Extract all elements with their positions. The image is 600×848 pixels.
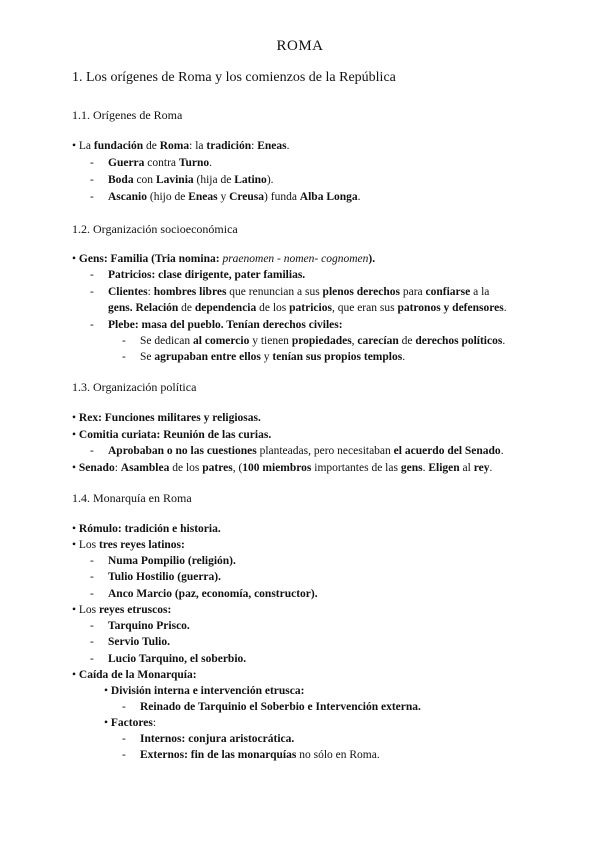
text-run: Factores: [110, 717, 153, 729]
text-run: y: [260, 351, 273, 363]
text-run: tradición: [206, 140, 252, 152]
list-item-externos: [122, 748, 380, 762]
list-item-division: [104, 684, 304, 698]
text-run: , que eran sus: [331, 302, 398, 314]
dash-glyph: -: [90, 588, 94, 600]
text-run: .: [489, 462, 493, 474]
bullet-glyph: •: [72, 429, 77, 441]
text-run: con: [133, 174, 156, 186]
subsection-heading-1-3: 1.3. Organización política: [72, 380, 197, 394]
text-run: y: [217, 191, 230, 203]
text-run: carecían: [357, 335, 399, 347]
bullet-glyph: •: [104, 717, 109, 729]
bullet-glyph: •: [72, 669, 77, 681]
text-run: dependencia: [194, 302, 257, 314]
text-run: , (: [232, 462, 243, 474]
subsection-heading-1-4: 1.4. Monarquía en Roma: [72, 491, 192, 505]
dash-glyph: -: [122, 335, 126, 347]
list-item-ascanio: [90, 190, 361, 204]
text-run: patres: [202, 462, 233, 474]
text-run: Clientes: [108, 286, 148, 298]
list-item-reyes-etruscos: [72, 603, 171, 617]
list-item-comitia: [72, 428, 271, 442]
text-run: Internos: conjura aristocrática.: [140, 733, 295, 745]
text-run: al: [459, 462, 474, 474]
bullet-glyph: •: [104, 685, 109, 697]
text-run: (hija de: [193, 174, 235, 186]
list-item-reyes-latinos: [72, 538, 185, 552]
text-run: Eneas: [188, 191, 218, 203]
document-title: ROMA: [276, 38, 324, 54]
text-run: 100 miembros: [242, 462, 312, 474]
text-run: patricios: [289, 302, 332, 314]
text-run: :: [114, 462, 121, 474]
text-run: de: [178, 302, 195, 314]
text-run: Turno: [178, 157, 210, 169]
list-item-plebe-comercio: [122, 334, 506, 348]
bullet-glyph: •: [72, 539, 77, 551]
text-run: el acuerdo del Senado: [393, 445, 501, 457]
text-run: Eligen: [428, 462, 460, 474]
dash-glyph: -: [90, 555, 94, 567]
list-item-boda: [90, 173, 274, 187]
text-run: Caída de la Monarquía:: [78, 669, 197, 681]
text-run: contra: [144, 157, 179, 169]
text-run: Relación: [135, 302, 179, 314]
text-run: Alba Longa: [299, 191, 358, 203]
text-run: a la: [470, 286, 490, 298]
list-item-clientes-cont: [108, 301, 507, 315]
text-run: Los: [78, 604, 100, 616]
dash-glyph: -: [90, 191, 94, 203]
text-run: Rómulo: tradición e historia.: [78, 523, 221, 535]
text-run: Gens: Familia (Tria nomina:: [78, 253, 223, 265]
text-run: .: [286, 140, 290, 152]
text-run: praenomen - nomen- cognomen: [222, 253, 369, 265]
text-run: ).: [368, 253, 376, 265]
text-run: .: [502, 335, 506, 347]
text-run: al comercio: [193, 335, 250, 347]
text-run: Latino: [234, 174, 267, 186]
text-run: gens.: [108, 302, 133, 314]
list-item-anco: [90, 587, 318, 601]
list-item-internos: [122, 732, 295, 746]
text-run: Lucio Tarquino, el soberbio.: [108, 653, 247, 665]
text-run: ) funda: [264, 191, 300, 203]
dash-glyph: -: [122, 701, 126, 713]
dash-glyph: -: [90, 653, 94, 665]
text-run: y tienen: [249, 335, 292, 347]
dash-glyph: -: [90, 269, 94, 281]
text-run: de los: [169, 462, 203, 474]
text-run: tres reyes latinos:: [99, 539, 185, 551]
list-item-romulo: [72, 522, 221, 536]
dash-glyph: -: [90, 174, 94, 186]
text-run: Boda: [108, 174, 134, 186]
text-run: (hijo de: [146, 191, 189, 203]
text-run: Los: [78, 539, 100, 551]
text-run: de: [398, 335, 416, 347]
list-item-clientes: [90, 285, 490, 299]
bullet-glyph: •: [72, 140, 77, 152]
bullet-glyph: •: [72, 604, 77, 616]
text-run: fundación: [93, 140, 144, 152]
dash-glyph: -: [90, 157, 94, 169]
list-item-plebe: [90, 318, 343, 332]
text-run: .: [357, 191, 361, 203]
text-run: :: [251, 140, 258, 152]
text-run: Comitia curiata: Reunión de las curias.: [78, 429, 272, 441]
list-item-senado: [72, 461, 492, 475]
dash-glyph: -: [90, 319, 94, 331]
text-run: .: [422, 462, 429, 474]
dash-glyph: -: [90, 445, 94, 457]
dash-glyph: -: [122, 733, 126, 745]
text-run: Ascanio: [108, 191, 147, 203]
text-run: agrupaban entre ellos: [154, 351, 261, 363]
text-run: Rex: Funciones militares y religiosas.: [78, 412, 261, 424]
subsection-heading-1-1: 1.1. Orígenes de Roma: [72, 108, 183, 122]
text-run: Guerra: [108, 157, 145, 169]
bullet-glyph: •: [72, 412, 77, 424]
text-run: confiarse: [425, 286, 471, 298]
subsection-heading-1-2: 1.2. Organización socioeconómica: [72, 222, 238, 236]
text-run: ).: [266, 174, 274, 186]
text-run: Aprobaban o no las cuestiones: [108, 445, 257, 457]
list-item-tulio: [90, 570, 221, 584]
text-run: derechos políticos: [415, 335, 503, 347]
text-run: planteadas, pero necesitaban: [256, 445, 394, 457]
text-run: Creusa: [229, 191, 265, 203]
list-item-gens: [72, 252, 375, 266]
text-run: : clase dirigente, pater familias.: [151, 269, 306, 281]
text-run: Numa Pompilio (religión).: [108, 555, 236, 567]
text-run: no sólo en Roma.: [296, 749, 380, 761]
text-run: Tulio Hostilio (guerra).: [108, 571, 221, 583]
list-item-numa: [90, 554, 236, 568]
text-run: reyes etruscos:: [99, 604, 172, 616]
list-item-lucio: [90, 652, 247, 666]
list-item-reinado: [122, 700, 421, 714]
text-run: .: [500, 445, 504, 457]
text-run: Eneas: [257, 140, 287, 152]
text-run: Se: [140, 351, 155, 363]
text-run: Senado: [78, 462, 115, 474]
text-run: hombres libres: [153, 286, 227, 298]
list-item-factores: [104, 716, 156, 730]
list-item-guerra: [90, 156, 213, 170]
bullet-glyph: •: [72, 523, 77, 535]
list-item-tarquino-prisco: [90, 619, 190, 633]
text-run: plenos derechos: [322, 286, 400, 298]
text-run: Servio Tulio.: [108, 636, 170, 648]
text-run: Externos: fin de las monarquías: [140, 749, 297, 761]
text-run: propiedades: [291, 335, 352, 347]
text-run: :: [152, 717, 157, 729]
text-run: Plebe: masa del pueblo. Tenían derechos civiles:: [108, 319, 343, 331]
dash-glyph: -: [122, 749, 126, 761]
text-run: División interna e intervención etrusca:: [110, 685, 305, 697]
dash-glyph: -: [90, 286, 94, 298]
text-run: de los: [256, 302, 290, 314]
text-run: .: [402, 351, 406, 363]
text-run: Anco Marcio (paz, economía, constructor).: [108, 588, 318, 600]
text-run: patronos y defensores: [397, 302, 504, 314]
text-run: :: [147, 286, 154, 298]
text-run: importantes de las: [311, 462, 401, 474]
section-heading-1: 1. Los orígenes de Roma y los comienzos de la República: [72, 70, 396, 85]
dash-glyph: -: [90, 620, 94, 632]
text-run: .: [209, 157, 213, 169]
text-run: gens: [400, 462, 423, 474]
text-run: que renuncian a sus: [226, 286, 323, 298]
text-run: La: [78, 140, 94, 152]
text-run: Reinado de Tarquinio el Soberbio e Intervención externa.: [140, 701, 421, 713]
text-run: para: [399, 286, 426, 298]
text-run: tenían sus propios templos: [272, 351, 403, 363]
text-run: Lavinia: [155, 174, 194, 186]
list-item-servio: [90, 635, 170, 649]
dash-glyph: -: [90, 636, 94, 648]
list-item-rex: [72, 411, 261, 425]
list-item-aprobaban: [90, 444, 504, 458]
list-item-caida: [72, 668, 197, 682]
text-run: Se dedican: [140, 335, 194, 347]
bullet-glyph: •: [72, 462, 77, 474]
text-run: rey: [473, 462, 490, 474]
list-item-patricios: [90, 268, 306, 282]
text-run: ,: [351, 335, 358, 347]
dash-glyph: -: [122, 351, 126, 363]
text-run: : la: [189, 140, 207, 152]
list-item-plebe-templos: [122, 350, 406, 364]
text-run: Patricios: [108, 269, 152, 281]
text-run: .: [503, 302, 507, 314]
text-run: Asamblea: [120, 462, 170, 474]
bullet-glyph: •: [72, 253, 77, 265]
text-run: Roma: [159, 140, 190, 152]
list-item-fundacion: [72, 139, 289, 153]
text-run: Tarquino Prisco.: [108, 620, 190, 632]
text-run: de: [143, 140, 160, 152]
dash-glyph: -: [90, 571, 94, 583]
